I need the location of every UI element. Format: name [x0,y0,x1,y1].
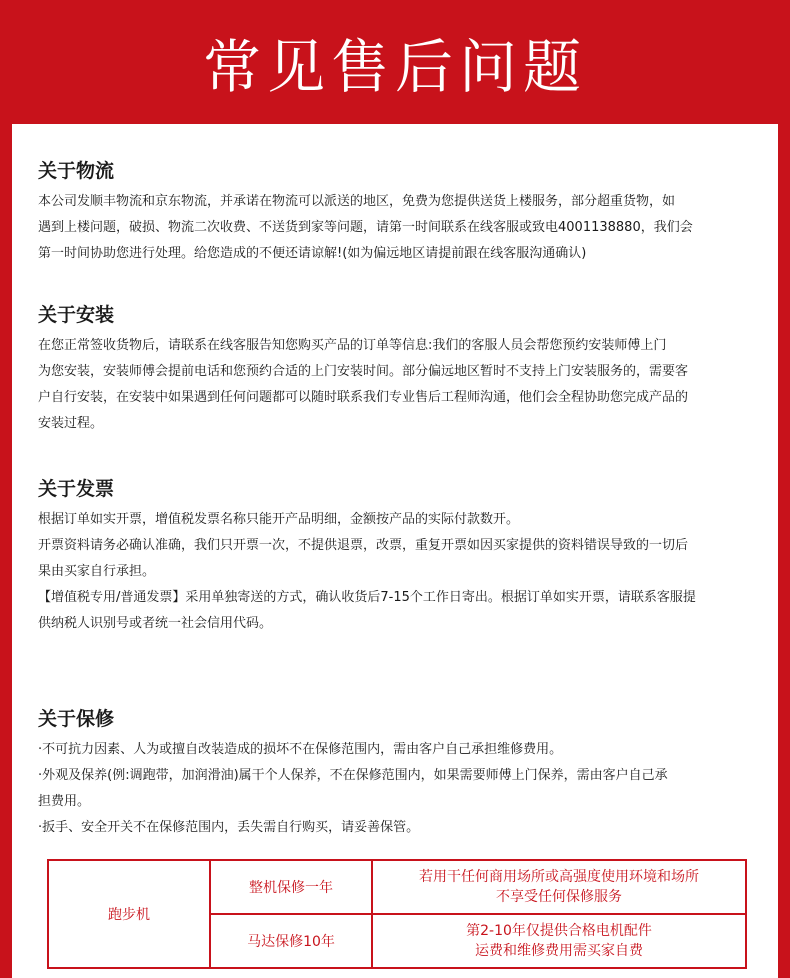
note-line: 第2-10年仅提供合格电机配件 [466,923,652,939]
installation-title: 关于安装 [38,304,115,326]
invoice-title: 关于发票 [38,478,115,500]
invoice-line: 【增值税专用/普通发票】采用单独寄送的方式，确认收货后7-15个工作日寄出。根据订单如实开票，请联系客服提 [38,590,696,605]
warranty-table [47,859,747,969]
header-banner [0,0,790,124]
invoice-line: 开票资料请务必确认准确，我们只开票一次，不提供退票，改票，重复开票如因买家提供的资料错误导致的一切后 [38,538,689,553]
installation-line: 安装过程。 [38,416,104,431]
warranty-line: ·不可抗力因素、人为或擅自改装造成的损坏不在保修范围内，需由客户自己承担维修费用。 [38,742,563,757]
installation-line: 户自行安装，在安装中如果遇到任何问题都可以随时联系我们专业售后工程师沟通，他们会全程协助您完成产品的 [38,390,689,405]
logistics-line: 遇到上楼问题，破损、物流二次收费、不送货到家等问题，请第一时间联系在线客服或致电4001138880，我们会 [38,220,693,235]
table-row [48,860,746,914]
invoice-section [38,474,768,637]
warranty-line: ·外观及保养(例:调跑带，加润滑油)属干个人保养，不在保修范围内，如果需要师傅上门保养，需由客户自己承 [38,768,668,783]
logistics-line: 本公司发顺丰物流和京东物流，并承诺在物流可以派送的地区，免费为您提供送货上楼服务，部分超重货物，如 [38,194,676,209]
invoice-line: 果由买家自行承担。 [38,564,156,579]
invoice-line: 根据订单如实开票，增值税发票名称只能开产品明细，金额按产品的实际付款数开。 [38,512,520,527]
note-line: 不享受任何保修服务 [496,889,622,905]
note-line: 若用干任何商用场所或高强度使用环境和场所 [419,869,699,885]
logistics-section [38,156,768,267]
warranty-section [38,704,768,841]
note-line: 运费和维修费用需买家自费 [475,943,643,959]
note-cell [372,914,746,968]
warranty-line: 担费用。 [38,794,91,809]
period-cell: 整机保修一年 [210,860,372,914]
warranty-line: ·扳手、安全开关不在保修范围内，丢失需自行购买，请妥善保管。 [38,820,420,835]
installation-line: 为您安装，安装师傅会提前电话和您预约合适的上门安装时间。部分偏远地区暂时不支持上门安装服务的，需要客 [38,364,689,379]
period-cell: 马达保修10年 [210,914,372,968]
installation-section [38,300,768,437]
note-cell [372,860,746,914]
warranty-title: 关于保修 [38,708,115,730]
page-title: 常见售后问题 [202,33,587,101]
logistics-line: 第一时间协助您进行处理。给您造成的不便还请谅解!(如为偏远地区请提前跟在线客服沟通确认) [38,246,587,261]
installation-line: 在您正常签收货物后，请联系在线客服告知您购买产品的订单等信息:我们的客服人员会帮您预约安装师傅上门 [38,338,667,353]
content-panel [12,124,778,978]
logistics-title: 关于物流 [38,160,115,182]
invoice-line: 供纳税人识别号或者统一社会信用代码。 [38,616,273,631]
product-cell: 跑步机 [48,860,210,968]
